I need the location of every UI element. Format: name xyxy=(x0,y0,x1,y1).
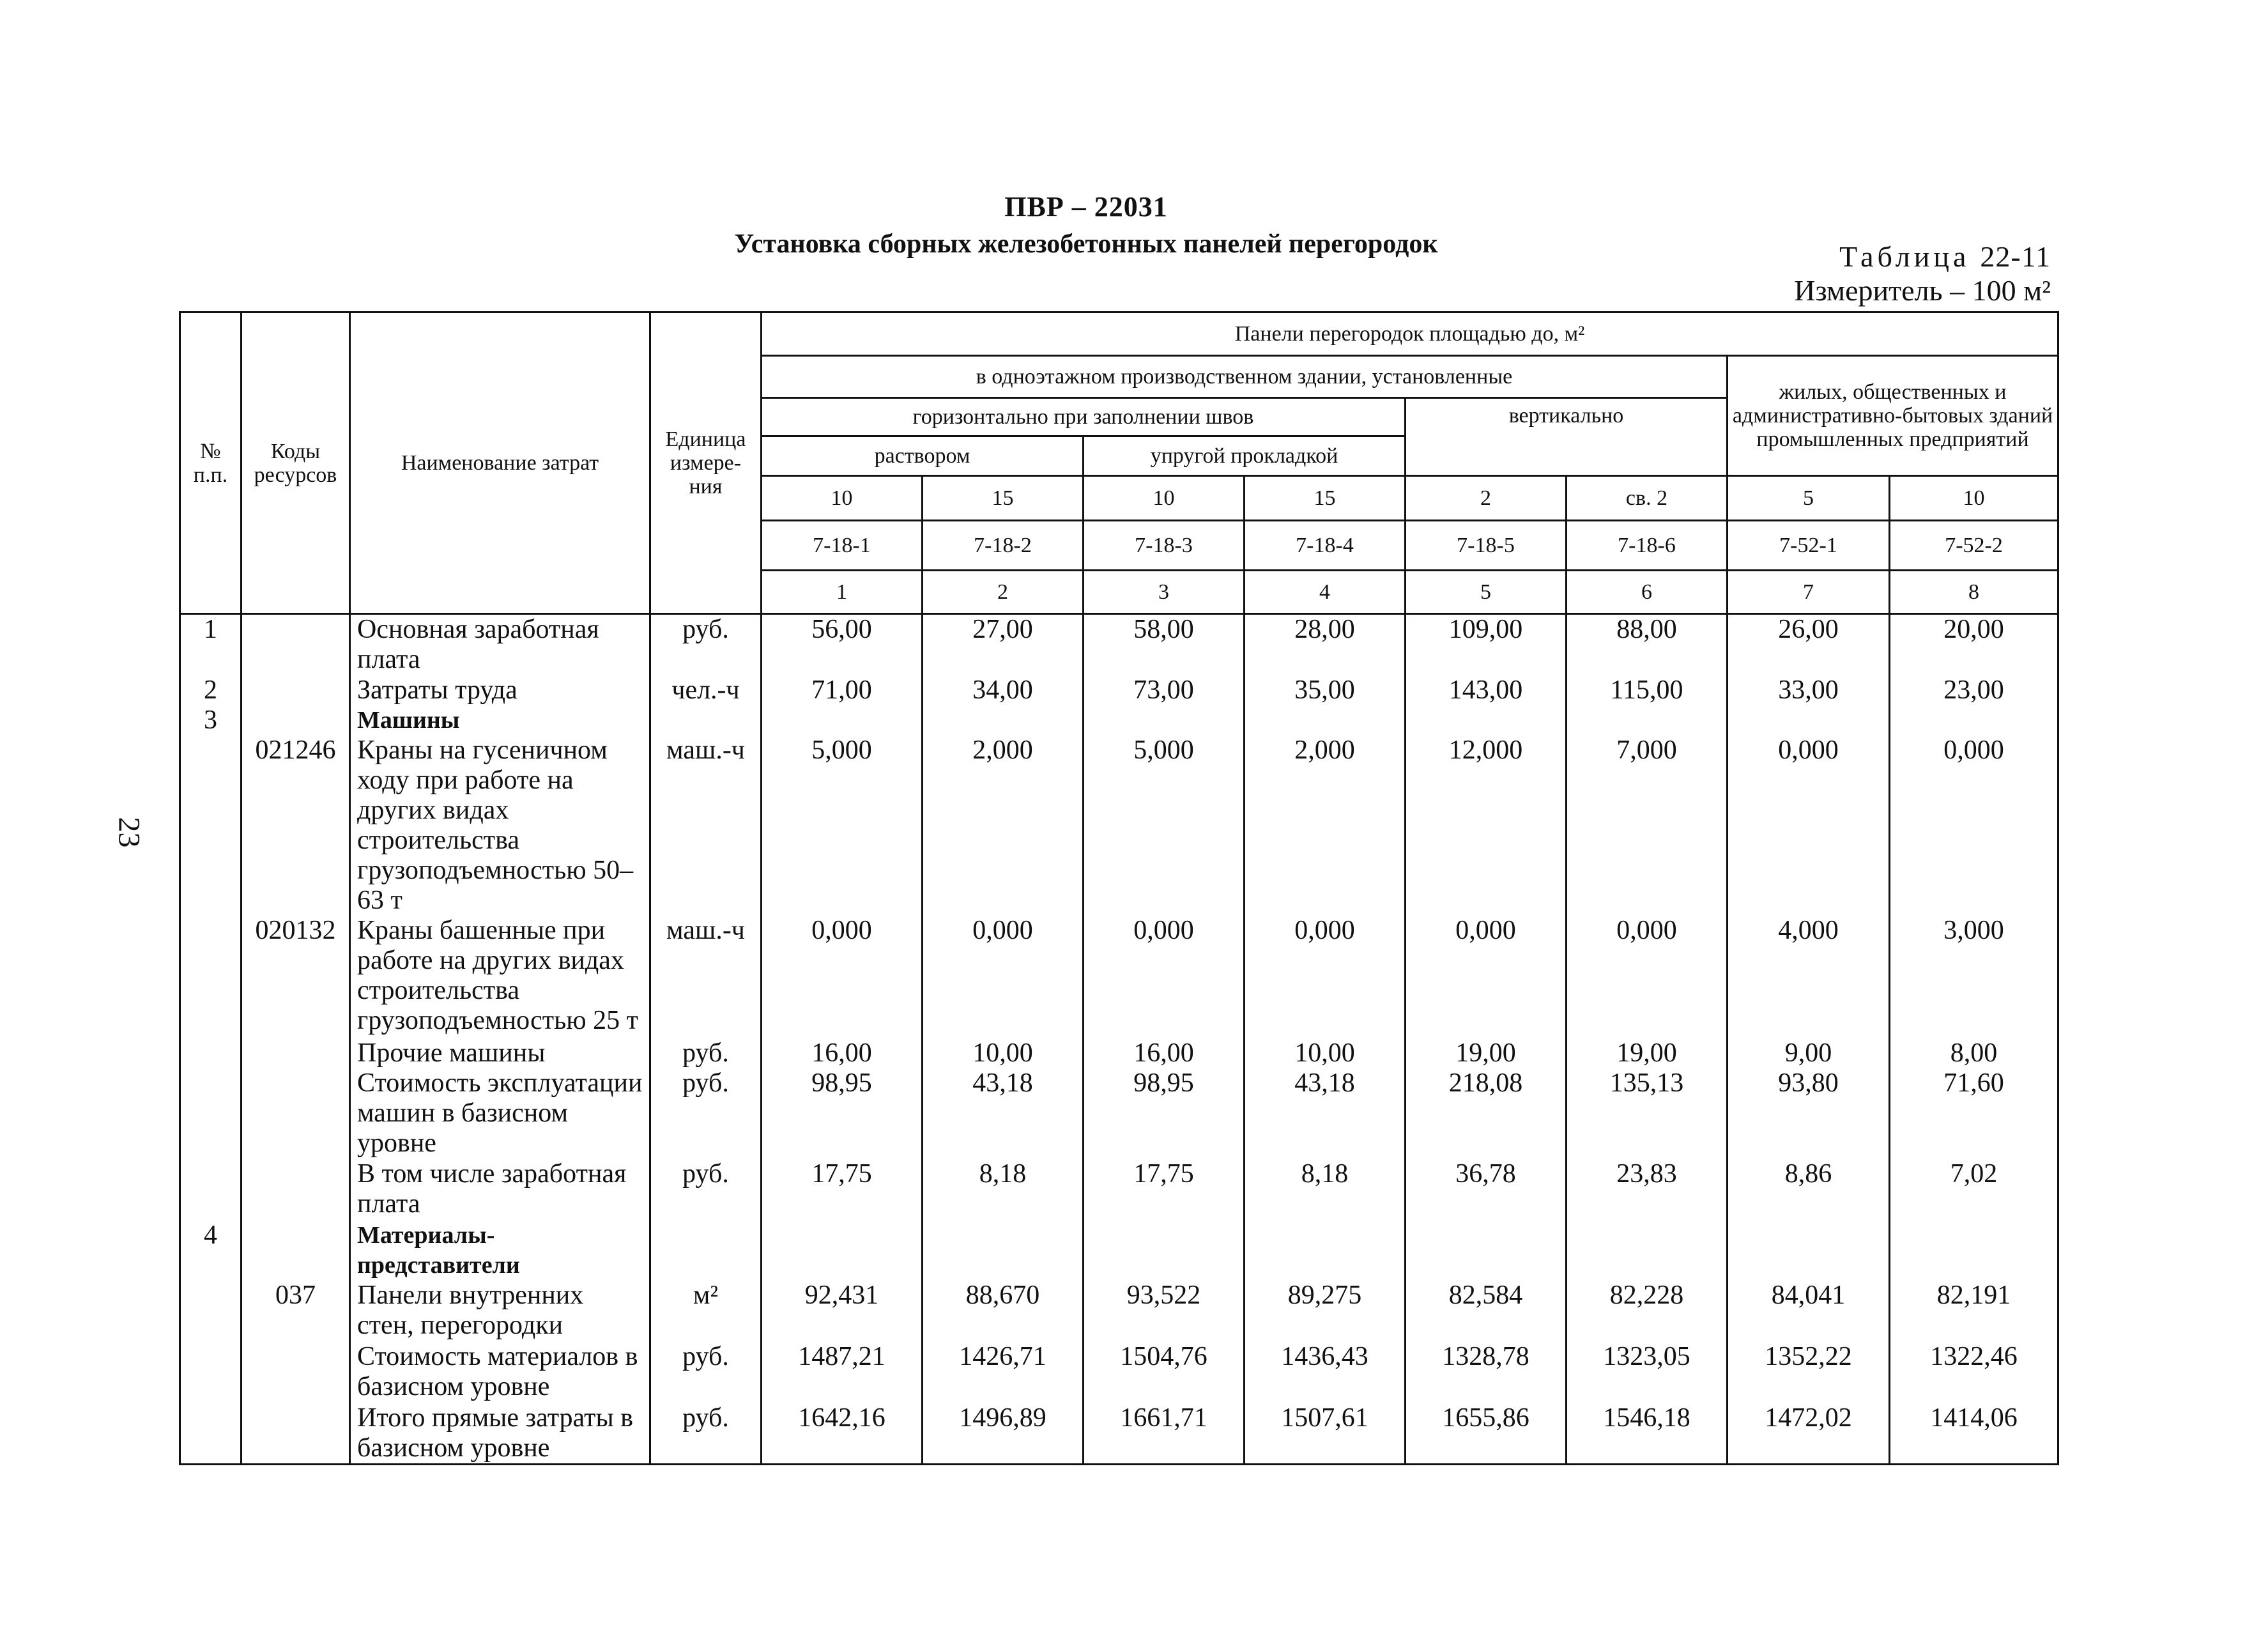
row-num-cell: 4 xyxy=(180,1221,241,1281)
row-name-cell: Машины xyxy=(350,705,650,735)
row-num-cell xyxy=(180,916,241,1038)
row-value-cell: 1472,02 xyxy=(1728,1403,1890,1465)
row-value-cell: 36,78 xyxy=(1406,1159,1567,1221)
table-row xyxy=(180,1221,2058,1281)
row-value-cell: 33,00 xyxy=(1728,675,1890,705)
row-value-cell: 135,13 xyxy=(1567,1068,1728,1159)
row-value-cell: 28,00 xyxy=(1245,614,1406,675)
row-value-cell: 17,75 xyxy=(762,1159,923,1221)
row-value-cell xyxy=(1728,1221,1890,1281)
row-unit-cell: руб. xyxy=(650,1038,762,1068)
header-codes: Коды ресурсов xyxy=(241,312,350,614)
table-row xyxy=(180,1281,2058,1342)
norm-code-cell: 7-52-2 xyxy=(1890,521,2058,571)
column-number-cell: 5 xyxy=(1406,571,1567,614)
row-value-cell xyxy=(1084,1221,1245,1281)
column-number-cell: 8 xyxy=(1890,571,2058,614)
row-value-cell: 0,000 xyxy=(1084,916,1245,1038)
table-row xyxy=(180,1342,2058,1403)
row-value-cell: 19,00 xyxy=(1406,1038,1567,1068)
row-value-cell: 1487,21 xyxy=(762,1342,923,1403)
table-row xyxy=(180,675,2058,705)
row-value-cell xyxy=(1406,705,1567,735)
row-code-cell: 021246 xyxy=(241,735,350,916)
area-cell: 10 xyxy=(762,476,923,521)
row-name-cell: Материалы-представители xyxy=(350,1221,650,1281)
row-value-cell: 0,000 xyxy=(1567,916,1728,1038)
row-value-cell: 1496,89 xyxy=(923,1403,1084,1465)
document-code-title: ПВР – 22031 xyxy=(1004,191,1168,222)
row-code-cell xyxy=(241,1221,350,1281)
table-label-word: Таблица xyxy=(1839,240,1970,273)
row-value-cell xyxy=(1890,1221,2058,1281)
row-name-cell: В том числе заработная плата xyxy=(350,1159,650,1221)
row-value-cell: 8,86 xyxy=(1728,1159,1890,1221)
header-unit: Единица измере-ния xyxy=(650,312,762,614)
row-value-cell: 17,75 xyxy=(1084,1159,1245,1221)
row-value-cell xyxy=(762,1221,923,1281)
row-value-cell: 34,00 xyxy=(923,675,1084,705)
table-row xyxy=(180,916,2058,1038)
row-code-cell xyxy=(241,1038,350,1068)
row-value-cell: 0,000 xyxy=(1890,735,2058,916)
row-value-cell: 2,000 xyxy=(923,735,1084,916)
row-value-cell: 1414,06 xyxy=(1890,1403,2058,1465)
area-cell: св. 2 xyxy=(1567,476,1728,521)
row-value-cell: 3,000 xyxy=(1890,916,2058,1038)
row-value-cell: 1328,78 xyxy=(1406,1342,1567,1403)
row-value-cell: 0,000 xyxy=(1245,916,1406,1038)
row-value-cell xyxy=(1567,705,1728,735)
row-value-cell: 2,000 xyxy=(1245,735,1406,916)
row-value-cell: 1546,18 xyxy=(1567,1403,1728,1465)
table-row xyxy=(180,735,2058,916)
row-value-cell: 1507,61 xyxy=(1245,1403,1406,1465)
row-value-cell: 89,275 xyxy=(1245,1281,1406,1342)
row-value-cell: 26,00 xyxy=(1728,614,1890,675)
row-unit-cell: руб. xyxy=(650,1403,762,1465)
norm-code-cell: 7-18-3 xyxy=(1084,521,1245,571)
row-value-cell: 19,00 xyxy=(1567,1038,1728,1068)
row-value-cell: 0,000 xyxy=(1728,735,1890,916)
row-value-cell: 0,000 xyxy=(923,916,1084,1038)
row-num-cell xyxy=(180,1068,241,1159)
row-value-cell: 88,00 xyxy=(1567,614,1728,675)
row-value-cell: 1352,22 xyxy=(1728,1342,1890,1403)
resource-table xyxy=(179,311,2059,1465)
row-value-cell: 8,18 xyxy=(923,1159,1084,1221)
row-value-cell xyxy=(1245,1221,1406,1281)
row-value-cell: 1655,86 xyxy=(1406,1403,1567,1465)
row-value-cell: 84,041 xyxy=(1728,1281,1890,1342)
norm-code-cell: 7-18-5 xyxy=(1406,521,1567,571)
row-value-cell: 0,000 xyxy=(1406,916,1567,1038)
row-name-cell: Стоимость материалов в базисном уровне xyxy=(350,1342,650,1403)
row-value-cell: 143,00 xyxy=(1406,675,1567,705)
table-row xyxy=(180,1403,2058,1465)
norm-code-cell: 7-18-4 xyxy=(1245,521,1406,571)
column-number-cell: 2 xyxy=(923,571,1084,614)
norm-code-cell: 7-18-2 xyxy=(923,521,1084,571)
row-unit-cell: м² xyxy=(650,1281,762,1342)
row-value-cell: 0,000 xyxy=(762,916,923,1038)
area-cell: 10 xyxy=(1084,476,1245,521)
row-name-cell: Затраты труда xyxy=(350,675,650,705)
row-value-cell: 88,670 xyxy=(923,1281,1084,1342)
row-value-cell: 58,00 xyxy=(1084,614,1245,675)
area-cell: 15 xyxy=(1245,476,1406,521)
table-row xyxy=(180,614,2058,675)
row-value-cell: 12,000 xyxy=(1406,735,1567,916)
row-name-cell: Краны на гусеничном ходу при работе на других видах строительства грузоподъемностью 50–63 т xyxy=(350,735,650,916)
row-value-cell: 92,431 xyxy=(762,1281,923,1342)
row-name-cell: Панели внутренних стен, перегородки xyxy=(350,1281,650,1342)
row-value-cell: 98,95 xyxy=(1084,1068,1245,1159)
header-elastic: упругой прокладкой xyxy=(1084,436,1406,476)
row-value-cell: 7,000 xyxy=(1567,735,1728,916)
area-cell: 2 xyxy=(1406,476,1567,521)
table-row xyxy=(180,1038,2058,1068)
row-value-cell: 93,522 xyxy=(1084,1281,1245,1342)
table-number: 22-11 xyxy=(1980,240,2051,273)
row-value-cell xyxy=(1728,705,1890,735)
row-value-cell: 73,00 xyxy=(1084,675,1245,705)
row-unit-cell: руб. xyxy=(650,1068,762,1159)
row-value-cell: 82,584 xyxy=(1406,1281,1567,1342)
row-num-cell xyxy=(180,1403,241,1465)
row-value-cell: 71,00 xyxy=(762,675,923,705)
row-value-cell: 218,08 xyxy=(1406,1068,1567,1159)
row-value-cell: 1661,71 xyxy=(1084,1403,1245,1465)
header-single-storey: в одноэтажном производственном здании, установленные xyxy=(762,356,1728,398)
header-num: № п.п. xyxy=(180,312,241,614)
row-name-cell: Итого прямые затраты в базисном уровне xyxy=(350,1403,650,1465)
document-subtitle: Установка сборных железобетонных панелей перегородок xyxy=(734,229,1438,259)
row-value-cell: 16,00 xyxy=(762,1038,923,1068)
row-value-cell: 8,00 xyxy=(1890,1038,2058,1068)
row-value-cell xyxy=(1245,705,1406,735)
row-unit-cell: маш.-ч xyxy=(650,735,762,916)
area-cell: 5 xyxy=(1728,476,1890,521)
area-cell: 10 xyxy=(1890,476,2058,521)
norm-code-cell: 7-18-1 xyxy=(762,521,923,571)
row-value-cell xyxy=(923,705,1084,735)
row-value-cell: 1426,71 xyxy=(923,1342,1084,1403)
row-unit-cell: чел.-ч xyxy=(650,675,762,705)
row-value-cell: 56,00 xyxy=(762,614,923,675)
row-name-cell: Прочие машины xyxy=(350,1038,650,1068)
column-number-cell: 6 xyxy=(1567,571,1728,614)
row-value-cell: 10,00 xyxy=(1245,1038,1406,1068)
row-unit-cell: маш.-ч xyxy=(650,916,762,1038)
row-value-cell: 5,000 xyxy=(1084,735,1245,916)
row-unit-cell xyxy=(650,1221,762,1281)
row-code-cell xyxy=(241,1159,350,1221)
row-num-cell: 1 xyxy=(180,614,241,675)
row-value-cell: 5,000 xyxy=(762,735,923,916)
measure-unit: Измеритель – 100 м² xyxy=(1794,274,2051,307)
column-number-cell: 7 xyxy=(1728,571,1890,614)
row-num-cell xyxy=(180,1038,241,1068)
row-name-cell: Основная заработная плата xyxy=(350,614,650,675)
table-row xyxy=(180,1159,2058,1221)
row-num-cell: 2 xyxy=(180,675,241,705)
row-num-cell xyxy=(180,735,241,916)
table-row xyxy=(180,1068,2058,1159)
area-cell: 15 xyxy=(923,476,1084,521)
column-number-cell: 1 xyxy=(762,571,923,614)
header-name: Наименование затрат xyxy=(350,312,650,614)
row-name-cell: Стоимость эксплуатации машин в базисном уровне xyxy=(350,1068,650,1159)
row-value-cell: 115,00 xyxy=(1567,675,1728,705)
row-value-cell: 8,18 xyxy=(1245,1159,1406,1221)
table-header xyxy=(180,312,2058,614)
row-value-cell: 23,83 xyxy=(1567,1159,1728,1221)
row-name-cell: Краны башенные при работе на других видах строительства грузоподъемностью 25 т xyxy=(350,916,650,1038)
row-value-cell: 43,18 xyxy=(923,1068,1084,1159)
header-horizontal: горизонтально при заполнении швов xyxy=(762,398,1406,436)
row-value-cell xyxy=(1084,705,1245,735)
row-value-cell: 1504,76 xyxy=(1084,1342,1245,1403)
row-code-cell xyxy=(241,705,350,735)
header-vertical: вертикально xyxy=(1406,398,1728,476)
row-value-cell xyxy=(1890,705,2058,735)
table-row xyxy=(180,705,2058,735)
row-value-cell: 16,00 xyxy=(1084,1038,1245,1068)
row-value-cell: 9,00 xyxy=(1728,1038,1890,1068)
row-value-cell: 43,18 xyxy=(1245,1068,1406,1159)
row-value-cell xyxy=(1406,1221,1567,1281)
row-unit-cell: руб. xyxy=(650,1342,762,1403)
row-num-cell xyxy=(180,1342,241,1403)
table-label xyxy=(1839,240,2051,273)
norm-code-cell: 7-52-1 xyxy=(1728,521,1890,571)
row-num-cell xyxy=(180,1281,241,1342)
row-value-cell: 82,228 xyxy=(1567,1281,1728,1342)
row-code-cell: 020132 xyxy=(241,916,350,1038)
row-code-cell xyxy=(241,1403,350,1465)
row-value-cell: 10,00 xyxy=(923,1038,1084,1068)
row-value-cell xyxy=(1567,1221,1728,1281)
row-value-cell: 1436,43 xyxy=(1245,1342,1406,1403)
header-residential: жилых, общественных и административно-бытовых зданий промышленных предприятий xyxy=(1728,356,2058,476)
row-value-cell: 35,00 xyxy=(1245,675,1406,705)
row-value-cell xyxy=(762,705,923,735)
row-num-cell: 3 xyxy=(180,705,241,735)
row-unit-cell xyxy=(650,705,762,735)
row-value-cell: 1642,16 xyxy=(762,1403,923,1465)
row-code-cell xyxy=(241,1068,350,1159)
row-value-cell: 71,60 xyxy=(1890,1068,2058,1159)
row-code-cell xyxy=(241,614,350,675)
row-value-cell: 82,191 xyxy=(1890,1281,2058,1342)
column-number-cell: 3 xyxy=(1084,571,1245,614)
row-unit-cell: руб. xyxy=(650,1159,762,1221)
row-value-cell: 7,02 xyxy=(1890,1159,2058,1221)
row-value-cell xyxy=(923,1221,1084,1281)
row-value-cell: 27,00 xyxy=(923,614,1084,675)
page-number: 23 xyxy=(112,817,146,848)
row-value-cell: 109,00 xyxy=(1406,614,1567,675)
row-value-cell: 1323,05 xyxy=(1567,1342,1728,1403)
row-value-cell: 93,80 xyxy=(1728,1068,1890,1159)
row-value-cell: 1322,46 xyxy=(1890,1342,2058,1403)
row-code-cell: 037 xyxy=(241,1281,350,1342)
table-body xyxy=(180,614,2058,1465)
header-mortar: раствором xyxy=(762,436,1084,476)
row-value-cell: 4,000 xyxy=(1728,916,1890,1038)
header-panels: Панели перегородок площадью до, м² xyxy=(762,312,2058,356)
row-value-cell: 98,95 xyxy=(762,1068,923,1159)
row-code-cell xyxy=(241,1342,350,1403)
row-unit-cell: руб. xyxy=(650,614,762,675)
row-value-cell: 23,00 xyxy=(1890,675,2058,705)
row-num-cell xyxy=(180,1159,241,1221)
row-code-cell xyxy=(241,675,350,705)
norm-code-cell: 7-18-6 xyxy=(1567,521,1728,571)
row-value-cell: 20,00 xyxy=(1890,614,2058,675)
column-number-cell: 4 xyxy=(1245,571,1406,614)
